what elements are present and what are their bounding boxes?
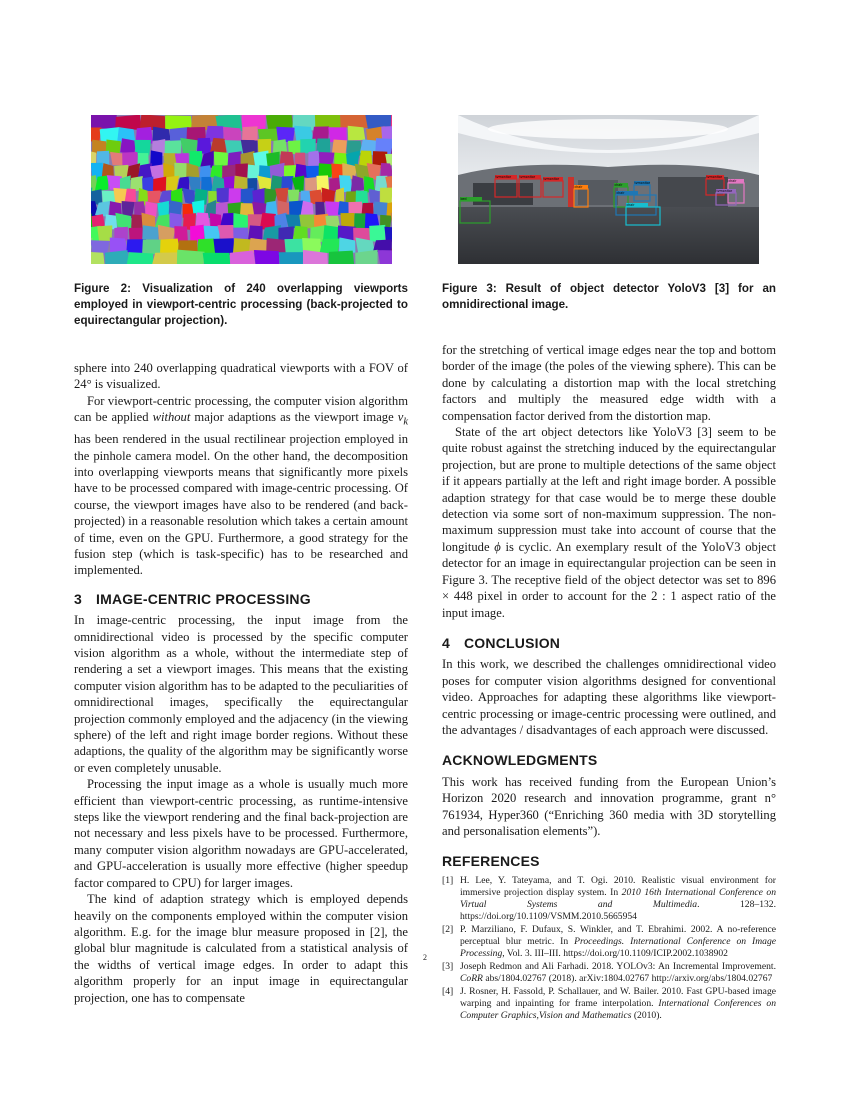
paragraph: In this work, we described the challenges omnidirectional video poses for computer vision algorithms designed for conventional video. Approaches for adapting these algorithms like viewport-centric processing or image-centric processing were outlined, and the advantages / disadvantages of each approach were discussed.: [442, 657, 776, 737]
viewport-cell: [169, 213, 182, 228]
viewport-cell: [348, 126, 366, 140]
viewport-cell: [213, 238, 234, 255]
detection-label: bed: [460, 197, 467, 202]
viewport-cell: [91, 214, 105, 228]
section-3-heading: 3 IMAGE-CENTRIC PROCESSING: [74, 590, 311, 607]
page-number: 2: [423, 953, 427, 962]
viewport-cell: [378, 250, 392, 264]
detection-label: chair: [614, 183, 623, 188]
viewport-cell: [340, 115, 368, 128]
viewport-cell: [254, 250, 279, 264]
detection-label: tvmonitor: [706, 175, 723, 180]
omnidirectional-photo: [458, 115, 759, 264]
left-column: [74, 360, 408, 1006]
viewport-cell: [295, 153, 306, 166]
paragraph: This work has received funding from the European Union’s Horizon 2020 research and innovation programme, grant n° 761934, Hyper360 (“Enriching 360 media with 3D storytelling and personalisation elements”).: [442, 774, 776, 838]
viewport-cell: [203, 253, 231, 264]
viewport-cell: [214, 152, 229, 167]
viewport-cell: [354, 213, 366, 230]
viewport-cell: [165, 140, 182, 155]
viewport-cell: [153, 177, 166, 192]
viewport-cell: [233, 213, 250, 229]
detection-label: tvmonitor: [716, 189, 733, 194]
viewport-cell: [142, 225, 159, 239]
detection-label: chair: [574, 185, 583, 190]
viewport-cell: [160, 239, 180, 255]
object-detection-image: [458, 115, 759, 264]
detection-label: tvmonitor: [495, 175, 512, 180]
viewport-cell: [91, 115, 117, 129]
reference-item: [4] J. Rosner, H. Fassold, P. Schallauer, and W. Bailer. 2010. Fast GPU-based image warping and inpainting for frame interpolation. International Conferences on Computer Graphics,Vision and Mathematics (2010).: [442, 985, 776, 1021]
paragraph: The kind of adaption strategy which is employed depends heavily on the components employed within the computer vision algorithm. E.g. for the image blur measure proposed in [2], the global blur magnitude is calculated from a statistical analysis of the widths of vertical image edges. In order to adapt this algorithm properly for an input image in equirectangular projection, one has to compensate: [74, 892, 408, 1005]
detection-label: chair: [626, 203, 635, 208]
paragraph: State of the art object detectors like YoloV3 [3] seem to be quite robust against the stretching induced by the equirectangular projection, but are prone to multiple detections of the same object if it appears partially at the left and right image border. A possible adaption strategy for that case would be to merge these double detection via some sort of non-maximum suppression. The non-maximum suppression must take into account of course that the longitude ϕ is cyclic. An exemplary result of the YoloV3 object detector for an image in equirectangular projection can be seen in Figure 3. The receptive field of the object detector was set to 896 × 448 pixel in order to account for the 2 : 1 aspect ratio of the input image.: [442, 425, 776, 620]
viewport-cell: [127, 252, 153, 264]
viewport-cell: [380, 188, 392, 205]
paragraph: sphere into 240 overlapping quadratical viewports with a FOV of 24° is visualized.: [74, 361, 408, 392]
detection-label: tvmonitor: [519, 175, 536, 180]
reference-item: [2] P. Marziliano, F. Dufaux, S. Winkler, and T. Ebrahimi. 2002. A no-reference perceptual blur metric. In Proceedings. International Conference on Image Processing, Vol. 3. III–III. https://doi.org/10.1109/ICIP.2002.1038902: [442, 923, 776, 959]
detection-label: chair: [616, 191, 625, 196]
viewport-cell: [279, 252, 305, 264]
viewport-cell: [345, 191, 356, 203]
viewport-cell: [325, 201, 340, 216]
viewport-visualization-image: [91, 115, 392, 264]
paragraph: for the stretching of vertical image edges near the top and bottom border of the image (the poles of the viewing sphere). This can be done by calculating a distortion map with the local stretching factors and multiply the measured edge width with a compensation factor derived from the distortion map.: [442, 343, 776, 423]
viewport-cell: [180, 138, 198, 153]
right-column: [442, 342, 776, 1023]
reference-list: [442, 875, 776, 1022]
reference-item: [3] Joseph Redmon and Ali Farhadi. 2018. YOLOv3: An Incremental Improvement. CoRR abs/1804.02767 (2018). arXiv:1804.02767 http://arxiv.org/abs/1804.02767: [442, 960, 776, 984]
viewport-cell: [129, 228, 144, 241]
section-4-heading: 4 CONCLUSION: [442, 634, 561, 651]
viewport-cell: [152, 252, 181, 264]
acknowledgments-heading: ACKNOWLEDGMENTS: [442, 752, 598, 769]
viewport-cell: [177, 250, 205, 264]
viewport-cell: [91, 251, 105, 264]
viewport-cell: [120, 138, 136, 154]
viewport-cell: [300, 139, 315, 154]
viewport-cell: [329, 251, 355, 264]
viewport-cell: [105, 250, 129, 264]
paragraph: Processing the input image as a whole is usually much more efficient than viewport-centric processing, as runtime-intensive steps like the viewport rendering and the final back-projection are not necessary and less pixels have to be processed. Furthermore, many computer vision algorithm nowadays are GPU-accelerated, and GPU-acceleration is usually more effective (higher speedup factor compared to CPU) for larger images.: [74, 777, 408, 890]
viewport-cell: [380, 163, 392, 178]
reference-item: [1] H. Lee, Y. Tateyama, and T. Ogi. 2010. Realistic visual environment for immersive projection display system. In 2010 16th International Conference on Virtual Systems and Multimedia. 128–132. https://doi.org/10.1109/VSMM.2010.5665954: [442, 874, 776, 922]
viewport-cell: [228, 188, 242, 204]
detection-label: chair: [728, 179, 737, 184]
viewport-cell: [319, 163, 334, 177]
paragraph: For viewport-centric processing, the computer vision algorithm can be applied without major adaptions as the viewport image $v_k$ has been rendered in the usual rectilinear projection employed in the pinhole camera model. On the other hand, the decomposition into overlapping viewports means that significantly more pixels have to be processed compared with image-centric processing. Of course, the viewport images have also to be rendered (and back-projected) in a reasonable resolution which takes a certain amount of time, even on the GPU. Furthermore, a good strategy for the fusion step (which is task-specific) has to be researched and implemented.: [74, 393, 408, 578]
detection-label: tvmonitor: [634, 181, 651, 186]
paragraph: In image-centric processing, the input image from the omnidirectional video is processed by the specific computer vision algorithm as a whole, without the intermediate step of rendering a set a viewport images. This means that the existing computer vision algorithm has to be adapted to the peculiarities of omnidirectional images, specifically the equirectangular projection commonly employed and the adjacency (in the viewing sphere) of the left and right image border regions. Without these adaptions, the quality of the algorithm may be significantly worse or even completely unusable.: [74, 613, 408, 775]
detection-label: tvmonitor: [543, 177, 560, 182]
references-heading: REFERENCES: [442, 853, 540, 870]
figure-2-caption: Figure 2: Visualization of 240 overlapping viewports employed in viewport-centric processing (back-projected to equirectangular projection).: [74, 282, 408, 327]
figure-3-caption: Figure 3: Result of object detector YoloV3 [3] for an omnidirectional image.: [442, 282, 776, 311]
viewport-cell: [210, 165, 223, 178]
viewport-mosaic: [91, 115, 392, 264]
viewport-cell: [201, 177, 213, 191]
viewport-cell: [147, 191, 160, 204]
